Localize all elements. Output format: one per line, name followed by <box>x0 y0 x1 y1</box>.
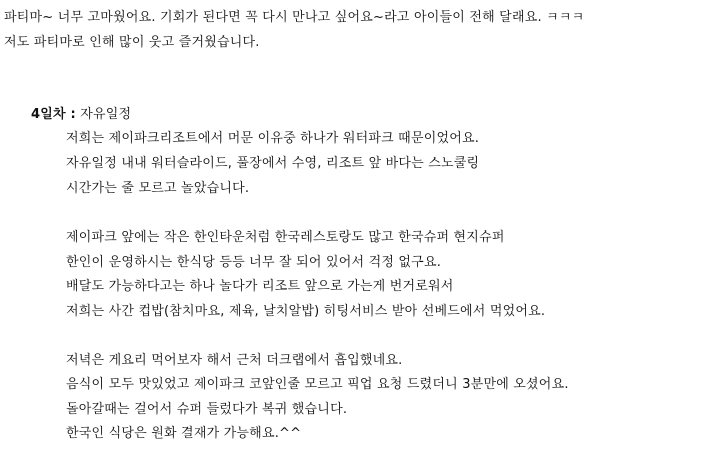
paragraph-line: 저희는 사간 컵밥(참치마요, 제육, 날치알밥) 히팅서비스 받아 선베드에서 먹었어요. <box>66 304 546 319</box>
paragraph-line: 시간가는 줄 모르고 놀았습니다. <box>66 181 250 196</box>
paragraph-line: 저녁은 게요리 먹어보자 해서 근처 더크랩에서 흡입했네요. <box>66 353 403 368</box>
day-heading <box>31 107 131 123</box>
paragraph-line: 음식이 모두 맛있었고 제이파크 코앞인줄 모르고 픽업 요청 드렸더니 3분만에 오셨어요. <box>66 377 569 392</box>
paragraph-line: 저희는 제이파크리조트에서 머문 이유중 하나가 워터파크 때문이었어요. <box>66 131 480 146</box>
intro-line-2: 저도 파티마로 인해 많이 웃고 즐거웠습니다. <box>4 35 260 50</box>
paragraph-line: 한인이 운영하시는 한식당 등등 너무 잘 되어 있어서 걱정 없구요. <box>66 255 442 270</box>
day-label: 4일차 : <box>31 107 76 122</box>
day-title: 자유일정 <box>75 107 132 122</box>
paragraph-line: 제이파크 앞에는 작은 한인타운처럼 한국레스토랑도 많고 한국슈퍼 현지슈퍼 <box>66 230 505 245</box>
paragraph-line: 한국인 식당은 원화 결재가 가능해요.^^ <box>66 426 302 441</box>
paragraph-line: 돌아갈때는 걸어서 슈퍼 들렀다가 복귀 했습니다. <box>66 402 348 417</box>
intro-line-1: 파티마~ 너무 고마웠어요. 기회가 된다면 꼭 다시 만나고 싶어요~라고 아이들이 전해 달래요. ㅋㅋㅋ <box>4 10 585 25</box>
paragraph-line: 자유일정 내내 워터슬라이드, 풀장에서 수영, 리조트 앞 바다는 스노쿨링 <box>66 156 480 171</box>
paragraph-line: 배달도 가능하다고는 하나 놀다가 리조트 앞으로 가는게 번거로워서 <box>66 279 454 294</box>
